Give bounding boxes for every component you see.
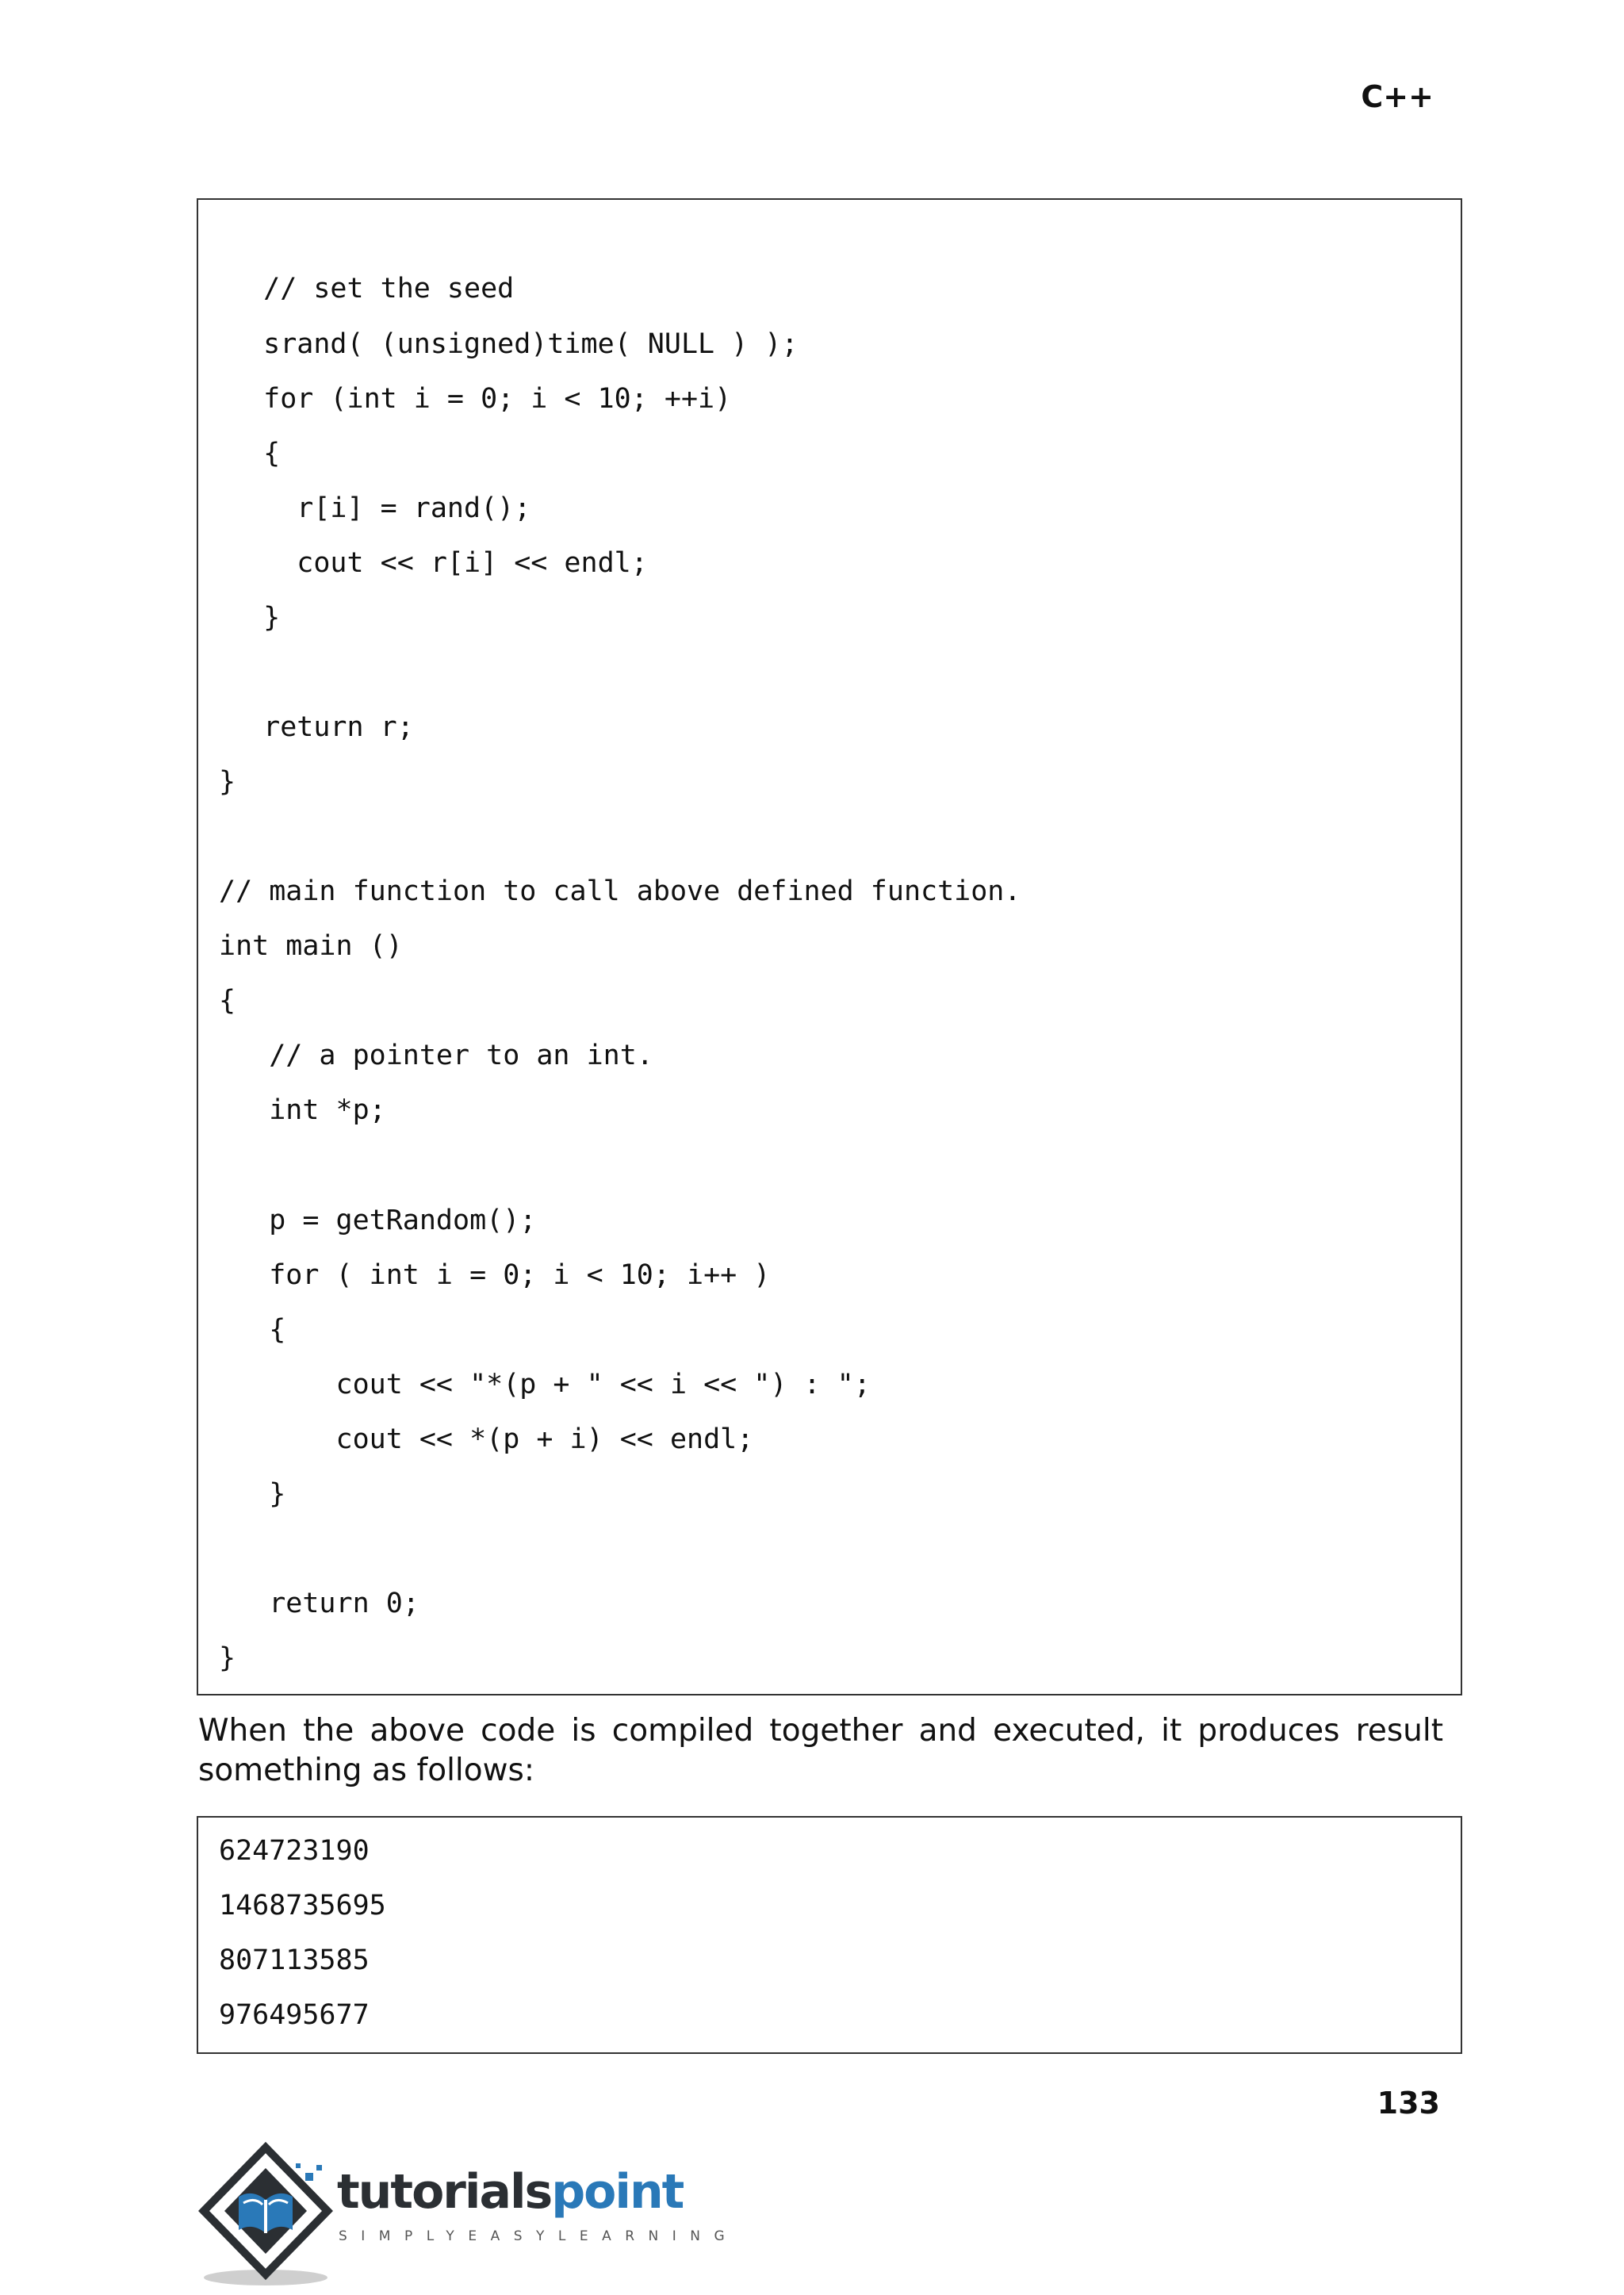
logo-tagline: SIMPLYEASYLEARNING: [339, 2228, 739, 2244]
code-line: cout << *(p + i) << endl;: [219, 1423, 754, 1455]
body-paragraph: When the above code is compiled together and executed, it produces result something as follows:: [198, 1713, 1443, 1788]
code-line: int main (): [219, 930, 403, 962]
output-line: 1468735695: [219, 1890, 386, 1921]
output-line: 807113585: [219, 1944, 370, 1976]
code-line: }: [230, 602, 281, 634]
code-line: {: [230, 438, 281, 469]
code-line: // a pointer to an int.: [219, 1040, 653, 1071]
code-line: }: [219, 1642, 236, 1674]
logo-wordmark: [337, 2164, 684, 2220]
logo-emblem-icon: [194, 2141, 353, 2292]
code-line: srand( (unsigned)time( NULL ) );: [230, 328, 799, 360]
output-block: [197, 1816, 1462, 2054]
code-line: }: [219, 766, 236, 798]
code-line: cout << r[i] << endl;: [230, 547, 648, 579]
code-line: return 0;: [219, 1588, 419, 1619]
code-line: {: [219, 985, 236, 1017]
logo-word-tutorials: tutorials: [337, 2164, 552, 2220]
output-line: 624723190: [219, 1835, 370, 1867]
logo-word-point: point: [551, 2164, 684, 2220]
code-block: [197, 198, 1462, 1695]
code-line: for ( int i = 0; i < 10; i++ ): [219, 1259, 771, 1291]
code-line: }: [219, 1478, 286, 1510]
output-line: 976495677: [219, 1999, 370, 2031]
code-line: int *p;: [219, 1094, 386, 1126]
code-line: for (int i = 0; i < 10; ++i): [230, 383, 732, 415]
code-line: r[i] = rand();: [230, 492, 531, 524]
code-line: // main function to call above defined function.: [219, 875, 1021, 907]
code-line: p = getRandom();: [219, 1205, 537, 1236]
page-header-title: C++: [1361, 79, 1434, 114]
code-line: {: [219, 1314, 286, 1346]
code-line: // set the seed: [230, 273, 515, 305]
page-number: 133: [1377, 2086, 1440, 2121]
code-line: return r;: [230, 711, 414, 743]
code-line: cout << "*(p + " << i << ") : ";: [219, 1369, 871, 1400]
tutorialspoint-logo: [194, 2141, 739, 2292]
